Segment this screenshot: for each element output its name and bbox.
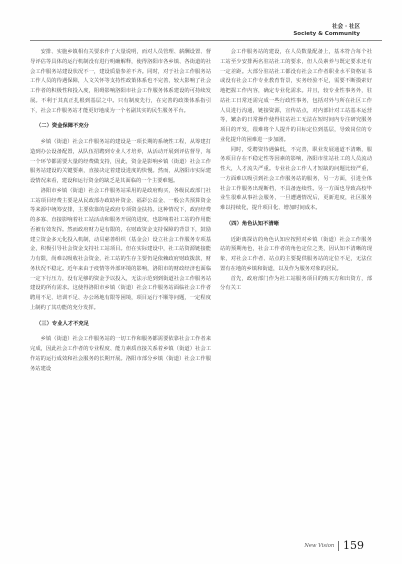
body-paragraph: 首先，政府部门作为社工站服务项目的购买方和出资方，部分有关工 — [220, 275, 372, 292]
right-column — [220, 48, 372, 294]
body-paragraph: 乡镇（街道）社会工作服务站的建设是一项长期的系统性工程，从筹建打造到办公设备配置，从队伍招聘到专业人才培养，从活动开展到评估督导，每一个环节都需要大量的经费做支持，因此，资金是影响乡镇（街道）社会工作服务站建设的关键要素，直接决定着建设进度的快慢。然而，从洛阳市实际建设情况来看，建设和运行资金的缺乏是其面临的一个主要难题。 — [30, 139, 211, 184]
left-column — [30, 48, 211, 374]
body-paragraph: 洛阳市乡镇（街道）社会工作服务站采用的是政府购买，各级民政部门社工站项目经费主要是从民政部办政助补资金、福彩公益金、一般公共预算资金等来源中统筹安排，主要依靠的是政府专项资金扶持。这种情况下，政府经费的多寡、直接影响着社工站活动和服务开展的进度，也影响着社工站的作用能否被有效发挥。然而政府财力是有限的，在财政资金支持保障的背景下，鼓励建立资金多元化投入机制，动员慈善组织（基金会）设立社会工作服务专项基金，积极引导社会资金支持社工站项目。但在实际建设中，社工站资源链接能力有限，尚难以吸收社会资金，社工站的生存主要仍是依赖政府财政拨款，财务状况不稳定。近年来由于疫情等外部环境的影响，洛阳市的财政经济也面临一定下行压力，没有足够的资金予以投入，无法示范到到街道社会工作服务站建设的所有需求。这使得洛阳市乡镇（街道）社会工作服务站面临社会工作者聘用不足、培训不足、办公场地有限等困境，项目运行不顺等问题，一定程度上制约了其功能的充分发挥。 — [30, 187, 211, 311]
section-header — [293, 24, 360, 38]
section-heading-funding: （二）资金保障不充分 — [36, 123, 89, 130]
magazine-name: New Vision — [304, 543, 335, 549]
page-footer — [304, 540, 364, 551]
body-paragraph: 会工作服务站的建设，在人员数量配备上，基本符合每个社工站至少安排两名驻站社工的要求，但人员素养与既定要求还有一定差距。大部分驻站社工都没有社会工作者职业水平资格证书或没有社会工作专业教育背景，实务经验不足，需要不断摸索好地把握工作内容，确定专业化需求。并且，较专业性事务外，驻站社工日常还需完成一些行政性事务，包括对外与所在社区工作人员进行沟通，链接资源，宣传站点，对内部针对工站基本运营等，繁杂的日常操作使得驻站社工无法在短时间内专注研究服务项目的开发，很难将个人提升的目标定位到基层，导致岗位的专业化提升的困难进一步加剧。 — [220, 49, 372, 143]
body-paragraph: 近距离探访的角色认知应按照对乡镇（街道）社会工作服务站的预期角色，社会工作者的角色定位之类，因认知不清晰的现象，对社会工作者、站点的主要提供服务站的定位不足，无法位置有在地的乡镇和街道，以及作为服务对象的居民。 — [220, 236, 372, 272]
section-heading-talent: （三）专业人才不充足 — [36, 320, 89, 327]
section-heading-role: （四）角色认知不清晰 — [226, 220, 279, 227]
section-title-en: Society & Community — [293, 31, 360, 37]
body-paragraph: 同时，受聘资待遇偏低，不完善，职业发展通道不清晰，服务项目存在不稳定性等因素的影响，洛阳市驻站社工的人员流动性大，人才流失严重。专业社会工作人才短缺的问题比较严重，一方面难以吸引到社会工作服务站的服务，另一方面，引进全体社会工作服务出现断档，不具备连续性。另一方面也导致高校毕业生很难从事社会服务，一旦遭遇情况后，更新进度，社区服务难以持续化，提升项目化、增加时间成本。 — [220, 146, 372, 211]
section-title-cn: 社会 · 社区 — [332, 24, 360, 30]
page-number: 159 — [343, 539, 364, 552]
body-paragraph: 乡镇（街道）社会工作服务站的一切工作和服务都需要依靠社会工作者来完成，因此社会工作者的专业程度、能力素质直接关系着乡镇（街道）社会工作站的运行成效和社会服务的长期开展。洛阳市部分乡镇（街道）社会工作服务站建设 — [30, 336, 211, 372]
header-divider — [30, 40, 382, 41]
footer-separator — [338, 541, 339, 551]
body-paragraph: 安排、实施乡镇相有关要求作了大量说明，而对人员管理、薪酬设置、督导评估等具体的运行机制没有进行明确解释，使得洛阳市各乡镇、各街道的社会工作服务站建设状况不一，建设质量参差不齐。同时，对于社会工作服务站工作人员的待遇保障，人文关怀等支持性政策体系也不完善，较大影响了社会工作者的积极性和投入度，阻碍影响洛阳市社会工作服务体系建设的可持续发展。不利于其真正扎根到基层之中。只有制度先行，在完善的政策体系指引下，社会工作服务站才能更好地成为一个名副其实的民生服务平台。 — [30, 49, 211, 114]
